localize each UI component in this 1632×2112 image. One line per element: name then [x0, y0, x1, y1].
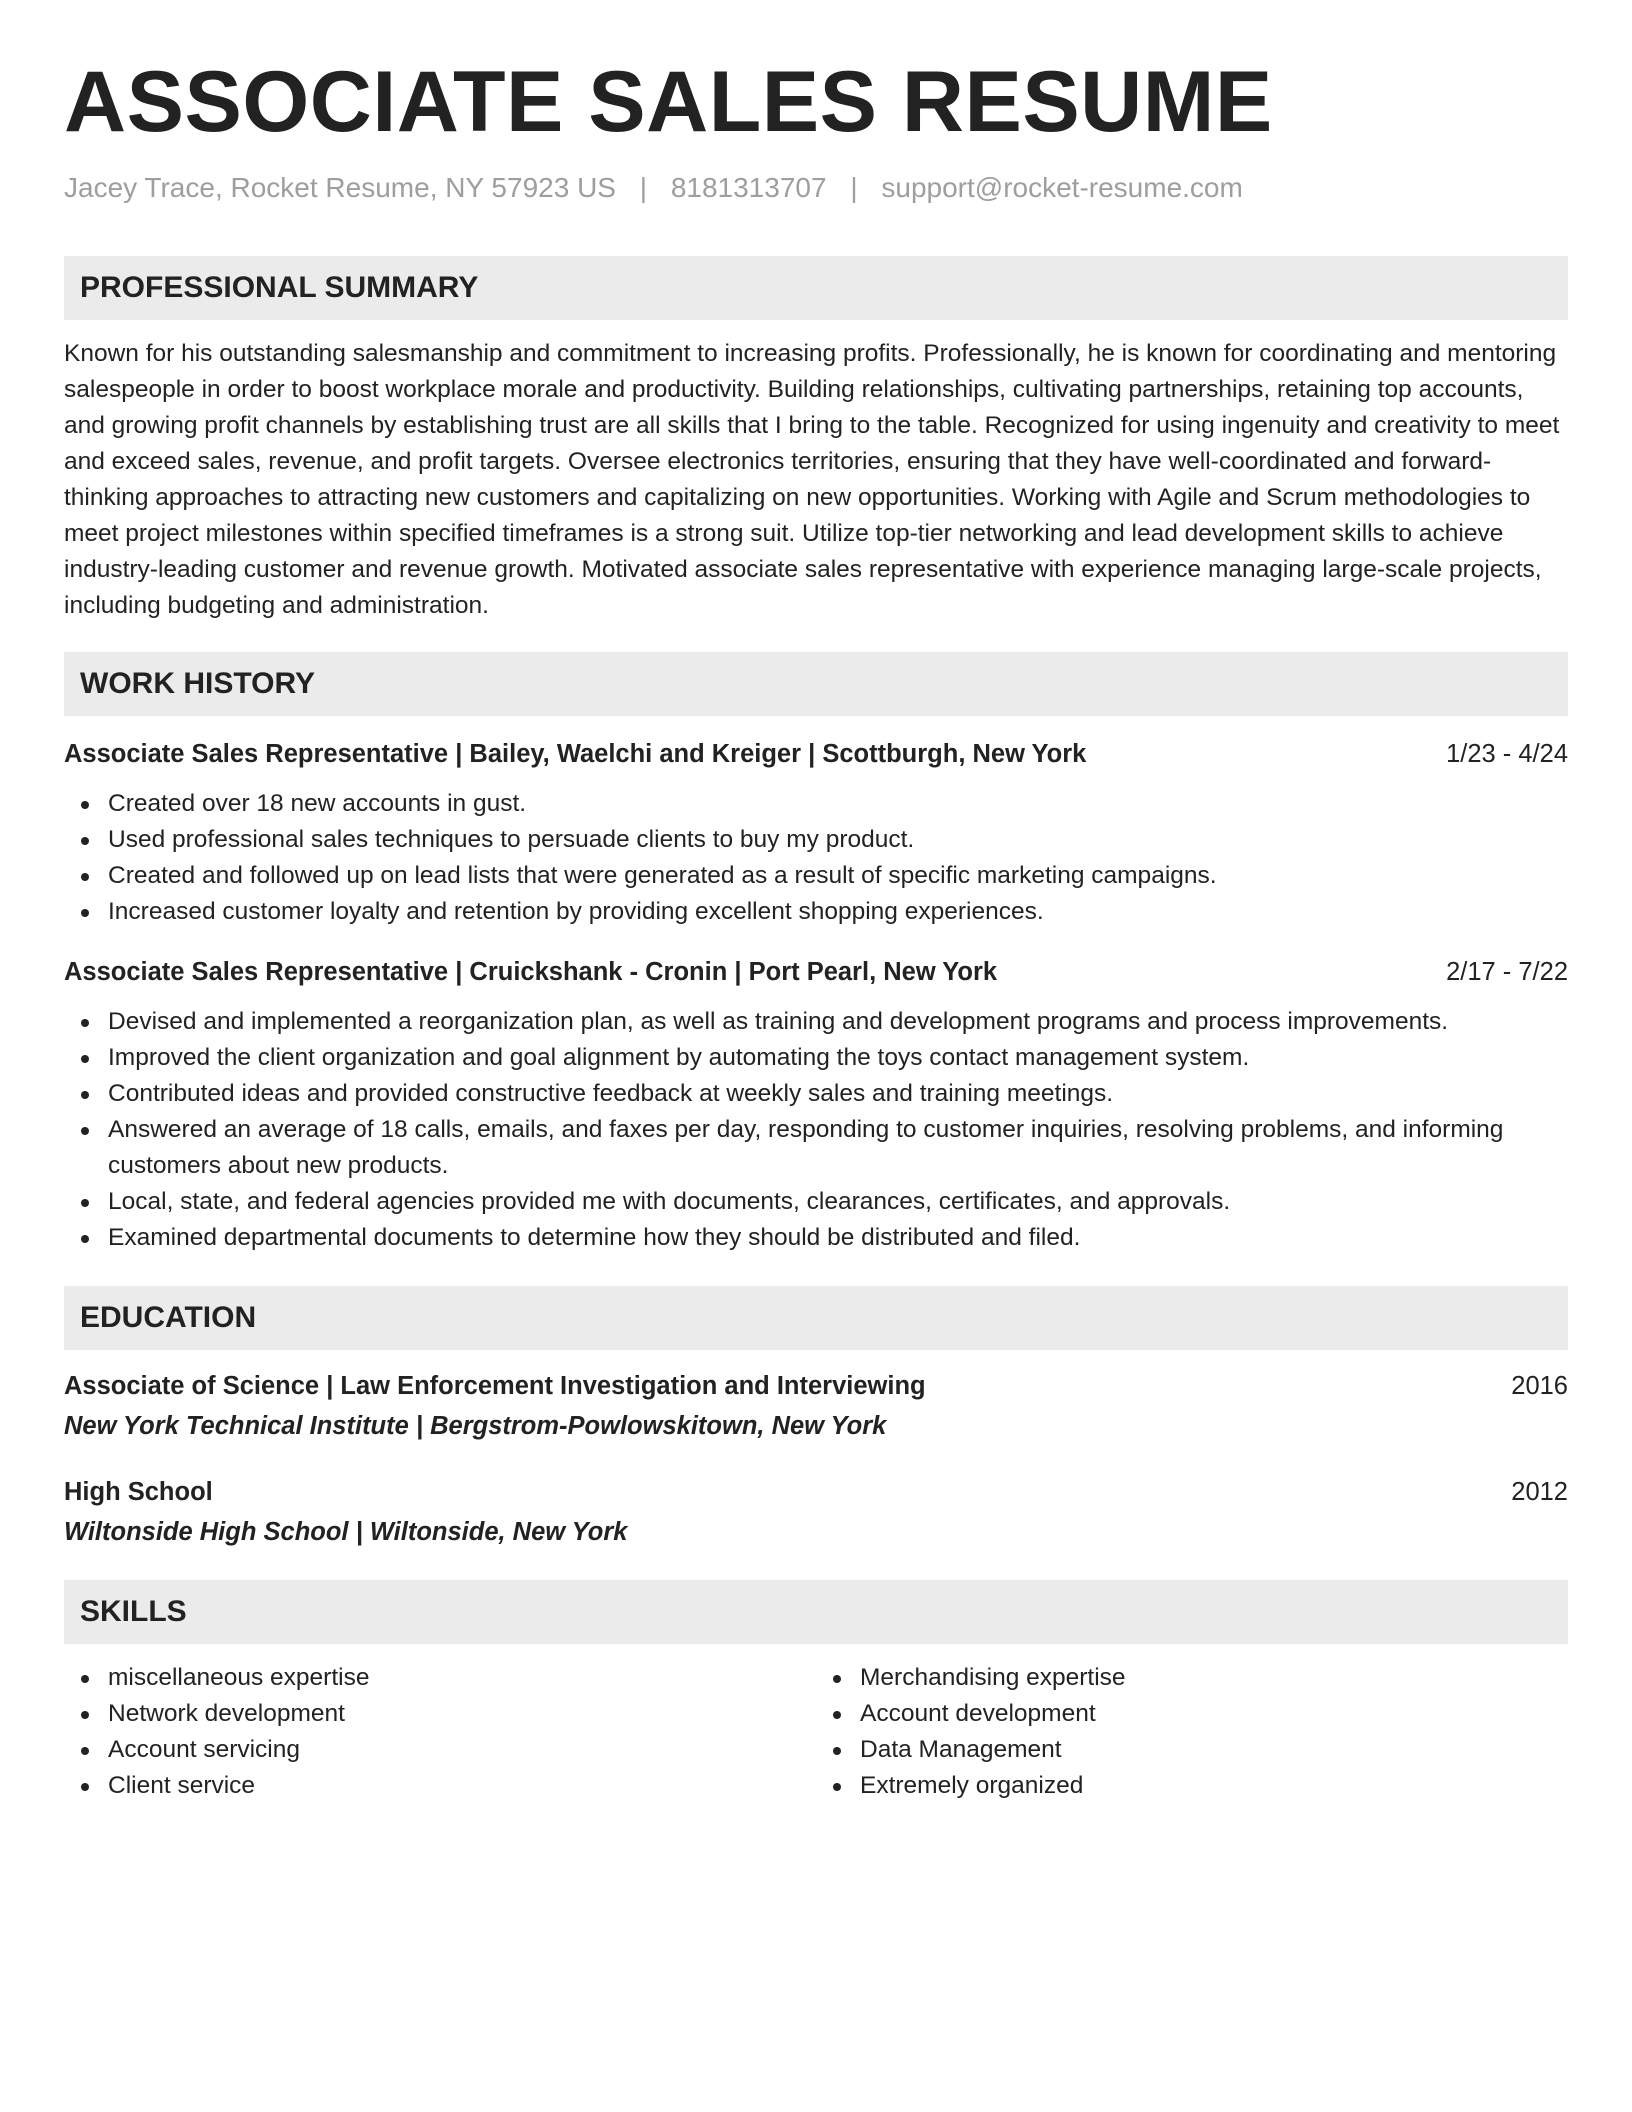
job-bullet: Created and followed up on lead lists that were generated as a result of specific marketing campaigns. [64, 858, 1568, 894]
skill-item: Merchandising expertise [816, 1660, 1568, 1696]
education-degree: High School [64, 1478, 213, 1506]
job-bullet: Local, state, and federal agencies provided me with documents, clearances, certificates, and approvals. [64, 1184, 1568, 1220]
job-bullet-list [64, 786, 1568, 930]
skill-item: Extremely organized [816, 1768, 1568, 1804]
education-entry [64, 1474, 1568, 1550]
job-bullet: Contributed ideas and provided constructive feedback at weekly sales and training meetings. [64, 1076, 1568, 1112]
section-header-summary [64, 256, 1568, 320]
education-degree: Associate of Science | Law Enforcement Investigation and Interviewing [64, 1372, 926, 1400]
job-bullet: Improved the client organization and goal alignment by automating the toys contact management system. [64, 1040, 1568, 1076]
contact-phone: 8181313707 [670, 172, 827, 203]
job-bullet: Answered an average of 18 calls, emails, and faxes per day, responding to customer inquiries, resolving problems, and informing customers about new products. [64, 1112, 1568, 1184]
skill-item: Account servicing [64, 1732, 816, 1768]
contact-separator: | [639, 172, 648, 203]
job-entry [64, 954, 1568, 1256]
skill-item: Data Management [816, 1732, 1568, 1768]
section-header-education [64, 1286, 1568, 1350]
skill-item: Client service [64, 1768, 816, 1804]
summary-paragraph: Known for his outstanding salesmanship and commitment to increasing profits. Professionally, he is known for coordinating and mentoring salespeople in order to boost workplace morale and productivity. Building relationships, cultivating partnerships, retaining top accounts, and growing profit channels by establishing trust are all skills that I bring to the table. Recognized for using ingenuity and creativity to meet and exceed sales, revenue, and profit targets. Oversee electronics territories, ensuring that they have well-coordinated and forward-thinking approaches to attracting new customers and capitalizing on new opportunities. Working with Agile and Scrum methodologies to meet project milestones within specified timeframes is a strong suit. Utilize top-tier networking and lead development skills to achieve industry-leading customer and revenue growth. Motivated associate sales representative with experience managing large-scale projects, including budgeting and administration. [64, 340, 1560, 619]
education-year: 2016 [1511, 1372, 1568, 1400]
job-entry [64, 736, 1568, 930]
job-dates: 1/23 - 4/24 [1446, 740, 1568, 768]
section-title: SKILLS [80, 1595, 187, 1628]
section-header-skills [64, 1580, 1568, 1644]
job-heading-row [64, 954, 1568, 990]
job-bullet: Devised and implemented a reorganization plan, as well as training and development programs and process improvements. [64, 1004, 1568, 1040]
job-bullet: Created over 18 new accounts in gust. [64, 786, 1568, 822]
contact-email: support@rocket-resume.com [881, 172, 1243, 203]
education-year: 2012 [1511, 1478, 1568, 1506]
education-school: New York Technical Institute | Bergstrom-Powlowskitown, New York [64, 1412, 887, 1440]
contact-line [64, 170, 1568, 206]
skills-column-right [816, 1660, 1568, 1804]
education-school: Wiltonside High School | Wiltonside, New York [64, 1518, 628, 1546]
education-entry [64, 1368, 1568, 1444]
section-title: WORK HISTORY [80, 667, 316, 700]
skills-list [816, 1660, 1568, 1804]
job-bullet-list [64, 1004, 1568, 1256]
resume-title: ASSOCIATE SALES RESUME [64, 54, 1273, 150]
education-heading-row [64, 1474, 1568, 1510]
skills-column-left [64, 1660, 816, 1804]
section-header-work-history [64, 652, 1568, 716]
job-dates: 2/17 - 7/22 [1446, 958, 1568, 986]
skills-grid [64, 1660, 1568, 1804]
job-bullet: Used professional sales techniques to persuade clients to buy my product. [64, 822, 1568, 858]
job-heading: Associate Sales Representative | Cruickshank - Cronin | Port Pearl, New York [64, 958, 998, 986]
section-title: EDUCATION [80, 1301, 257, 1334]
job-heading-row [64, 736, 1568, 772]
section-title: PROFESSIONAL SUMMARY [80, 271, 479, 304]
contact-address: Jacey Trace, Rocket Resume, NY 57923 US [64, 172, 616, 203]
education-heading-row [64, 1368, 1568, 1404]
skill-item: miscellaneous expertise [64, 1660, 816, 1696]
job-heading: Associate Sales Representative | Bailey, Waelchi and Kreiger | Scottburgh, New York [64, 740, 1087, 768]
skills-list [64, 1660, 816, 1804]
job-bullet: Increased customer loyalty and retention by providing excellent shopping experiences. [64, 894, 1568, 930]
skill-item: Account development [816, 1696, 1568, 1732]
contact-separator: | [850, 172, 858, 203]
job-bullet: Examined departmental documents to determine how they should be distributed and filed. [64, 1220, 1568, 1256]
skill-item: Network development [64, 1696, 816, 1732]
